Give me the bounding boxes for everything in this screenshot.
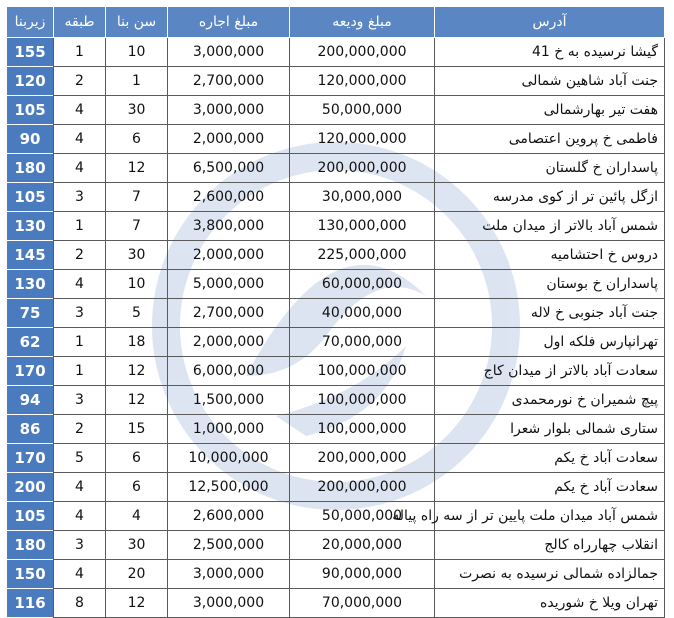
table-row [7, 357, 665, 386]
cell-floor: 1 [54, 38, 106, 67]
cell-age: 6 [106, 444, 168, 473]
cell-floor: 8 [54, 589, 106, 618]
cell-area: 105 [7, 183, 54, 212]
table-row [7, 386, 665, 415]
table-row [7, 502, 665, 531]
table-row [7, 125, 665, 154]
cell-area: 130 [7, 212, 54, 241]
cell-address: شمس آباد بالاتر از میدان ملت [435, 212, 665, 241]
cell-area: 170 [7, 357, 54, 386]
cell-floor: 4 [54, 560, 106, 589]
cell-floor: 4 [54, 270, 106, 299]
rental-listings-table [6, 6, 665, 618]
cell-rent: 2,000,000 [168, 125, 290, 154]
cell-deposit: 30,000,000 [290, 183, 435, 212]
cell-deposit: 200,000,000 [290, 154, 435, 183]
table-row [7, 473, 665, 502]
header-age: سن بنا [106, 7, 168, 38]
cell-floor: 1 [54, 212, 106, 241]
cell-deposit: 40,000,000 [290, 299, 435, 328]
cell-age: 12 [106, 357, 168, 386]
cell-area: 75 [7, 299, 54, 328]
cell-area: 155 [7, 38, 54, 67]
table-row [7, 154, 665, 183]
table-row [7, 560, 665, 589]
cell-rent: 2,600,000 [168, 502, 290, 531]
cell-rent: 12,500,000 [168, 473, 290, 502]
cell-floor: 2 [54, 67, 106, 96]
cell-rent: 3,000,000 [168, 560, 290, 589]
cell-area: 105 [7, 96, 54, 125]
cell-rent: 3,000,000 [168, 589, 290, 618]
cell-address: فاطمی خ پروین اعتصامی [435, 125, 665, 154]
cell-floor: 4 [54, 154, 106, 183]
cell-age: 18 [106, 328, 168, 357]
cell-age: 15 [106, 415, 168, 444]
cell-deposit: 200,000,000 [290, 38, 435, 67]
cell-rent: 3,000,000 [168, 38, 290, 67]
cell-address: شمس آباد میدان ملت پایین تر از سه راه پیاله [435, 502, 665, 531]
cell-floor: 3 [54, 531, 106, 560]
cell-rent: 3,000,000 [168, 96, 290, 125]
cell-rent: 2,700,000 [168, 299, 290, 328]
cell-deposit: 70,000,000 [290, 589, 435, 618]
table-row [7, 328, 665, 357]
cell-rent: 2,600,000 [168, 183, 290, 212]
cell-address: دروس خ احتشامیه [435, 241, 665, 270]
cell-deposit: 50,000,000 [290, 96, 435, 125]
cell-area: 170 [7, 444, 54, 473]
cell-deposit: 100,000,000 [290, 357, 435, 386]
cell-rent: 5,000,000 [168, 270, 290, 299]
cell-age: 12 [106, 589, 168, 618]
cell-deposit: 50,000,000 [290, 502, 435, 531]
cell-address: جنت آباد جنوبی خ لاله [435, 299, 665, 328]
cell-address: تهران ویلا خ شوریده [435, 589, 665, 618]
cell-area: 90 [7, 125, 54, 154]
table-row [7, 212, 665, 241]
cell-address: سعادت آباد خ یکم [435, 473, 665, 502]
cell-deposit: 200,000,000 [290, 444, 435, 473]
cell-address: جمالزاده شمالی نرسیده به نصرت [435, 560, 665, 589]
cell-address: پاسداران خ بوستان [435, 270, 665, 299]
cell-rent: 2,000,000 [168, 328, 290, 357]
cell-address: گیشا نرسیده به خ 41 [435, 38, 665, 67]
cell-area: 62 [7, 328, 54, 357]
cell-address: تهرانپارس فلکه اول [435, 328, 665, 357]
cell-deposit: 120,000,000 [290, 125, 435, 154]
cell-floor: 4 [54, 502, 106, 531]
cell-rent: 6,000,000 [168, 357, 290, 386]
table-body [7, 38, 665, 618]
cell-floor: 3 [54, 299, 106, 328]
cell-floor: 2 [54, 241, 106, 270]
cell-area: 116 [7, 589, 54, 618]
cell-floor: 4 [54, 96, 106, 125]
cell-address: سعادت آباد خ یکم [435, 444, 665, 473]
cell-address: ستاری شمالی بلوار شعرا [435, 415, 665, 444]
cell-rent: 2,500,000 [168, 531, 290, 560]
cell-rent: 1,000,000 [168, 415, 290, 444]
cell-age: 12 [106, 386, 168, 415]
cell-age: 12 [106, 154, 168, 183]
cell-age: 7 [106, 212, 168, 241]
cell-age: 1 [106, 67, 168, 96]
cell-deposit: 100,000,000 [290, 415, 435, 444]
cell-area: 150 [7, 560, 54, 589]
cell-age: 30 [106, 531, 168, 560]
cell-floor: 4 [54, 125, 106, 154]
cell-age: 6 [106, 125, 168, 154]
rental-table-container [6, 6, 664, 612]
cell-floor: 1 [54, 357, 106, 386]
cell-area: 94 [7, 386, 54, 415]
table-row [7, 38, 665, 67]
cell-address: پیچ شمیران خ نورمحمدی [435, 386, 665, 415]
cell-age: 5 [106, 299, 168, 328]
cell-rent: 2,700,000 [168, 67, 290, 96]
cell-age: 6 [106, 473, 168, 502]
cell-address: هفت تیر بهارشمالی [435, 96, 665, 125]
cell-area: 180 [7, 154, 54, 183]
table-row [7, 183, 665, 212]
cell-rent: 3,800,000 [168, 212, 290, 241]
cell-rent: 2,000,000 [168, 241, 290, 270]
cell-deposit: 60,000,000 [290, 270, 435, 299]
cell-floor: 4 [54, 473, 106, 502]
cell-deposit: 130,000,000 [290, 212, 435, 241]
table-row [7, 415, 665, 444]
cell-area: 105 [7, 502, 54, 531]
cell-age: 10 [106, 38, 168, 67]
cell-age: 30 [106, 241, 168, 270]
table-row [7, 531, 665, 560]
cell-rent: 6,500,000 [168, 154, 290, 183]
cell-floor: 3 [54, 183, 106, 212]
header-rent: مبلغ اجاره [168, 7, 290, 38]
cell-area: 120 [7, 67, 54, 96]
cell-deposit: 90,000,000 [290, 560, 435, 589]
cell-area: 180 [7, 531, 54, 560]
cell-age: 10 [106, 270, 168, 299]
cell-age: 20 [106, 560, 168, 589]
cell-address: ازگل پائین تر از کوی مدرسه [435, 183, 665, 212]
table-row [7, 589, 665, 618]
cell-deposit: 120,000,000 [290, 67, 435, 96]
cell-deposit: 70,000,000 [290, 328, 435, 357]
cell-rent: 10,000,000 [168, 444, 290, 473]
cell-floor: 2 [54, 415, 106, 444]
table-row [7, 444, 665, 473]
cell-age: 30 [106, 96, 168, 125]
cell-area: 86 [7, 415, 54, 444]
cell-deposit: 225,000,000 [290, 241, 435, 270]
table-row [7, 96, 665, 125]
cell-deposit: 200,000,000 [290, 473, 435, 502]
header-area: زیربنا [7, 7, 54, 38]
header-floor: طبقه [54, 7, 106, 38]
header-deposit: مبلغ ودیعه [290, 7, 435, 38]
table-row [7, 67, 665, 96]
cell-area: 130 [7, 270, 54, 299]
table-header-row [7, 7, 665, 38]
cell-area: 200 [7, 473, 54, 502]
cell-address: انقلاب چهارراه کالج [435, 531, 665, 560]
table-row [7, 299, 665, 328]
cell-floor: 3 [54, 386, 106, 415]
cell-age: 7 [106, 183, 168, 212]
cell-area: 145 [7, 241, 54, 270]
table-row [7, 270, 665, 299]
cell-deposit: 100,000,000 [290, 386, 435, 415]
cell-rent: 1,500,000 [168, 386, 290, 415]
cell-floor: 5 [54, 444, 106, 473]
cell-floor: 1 [54, 328, 106, 357]
cell-address: جنت آباد شاهین شمالی [435, 67, 665, 96]
cell-address: پاسداران خ گلستان [435, 154, 665, 183]
cell-address: سعادت آباد بالاتر از میدان کاج [435, 357, 665, 386]
cell-age: 4 [106, 502, 168, 531]
table-row [7, 241, 665, 270]
header-address: آدرس [435, 7, 665, 38]
cell-deposit: 20,000,000 [290, 531, 435, 560]
